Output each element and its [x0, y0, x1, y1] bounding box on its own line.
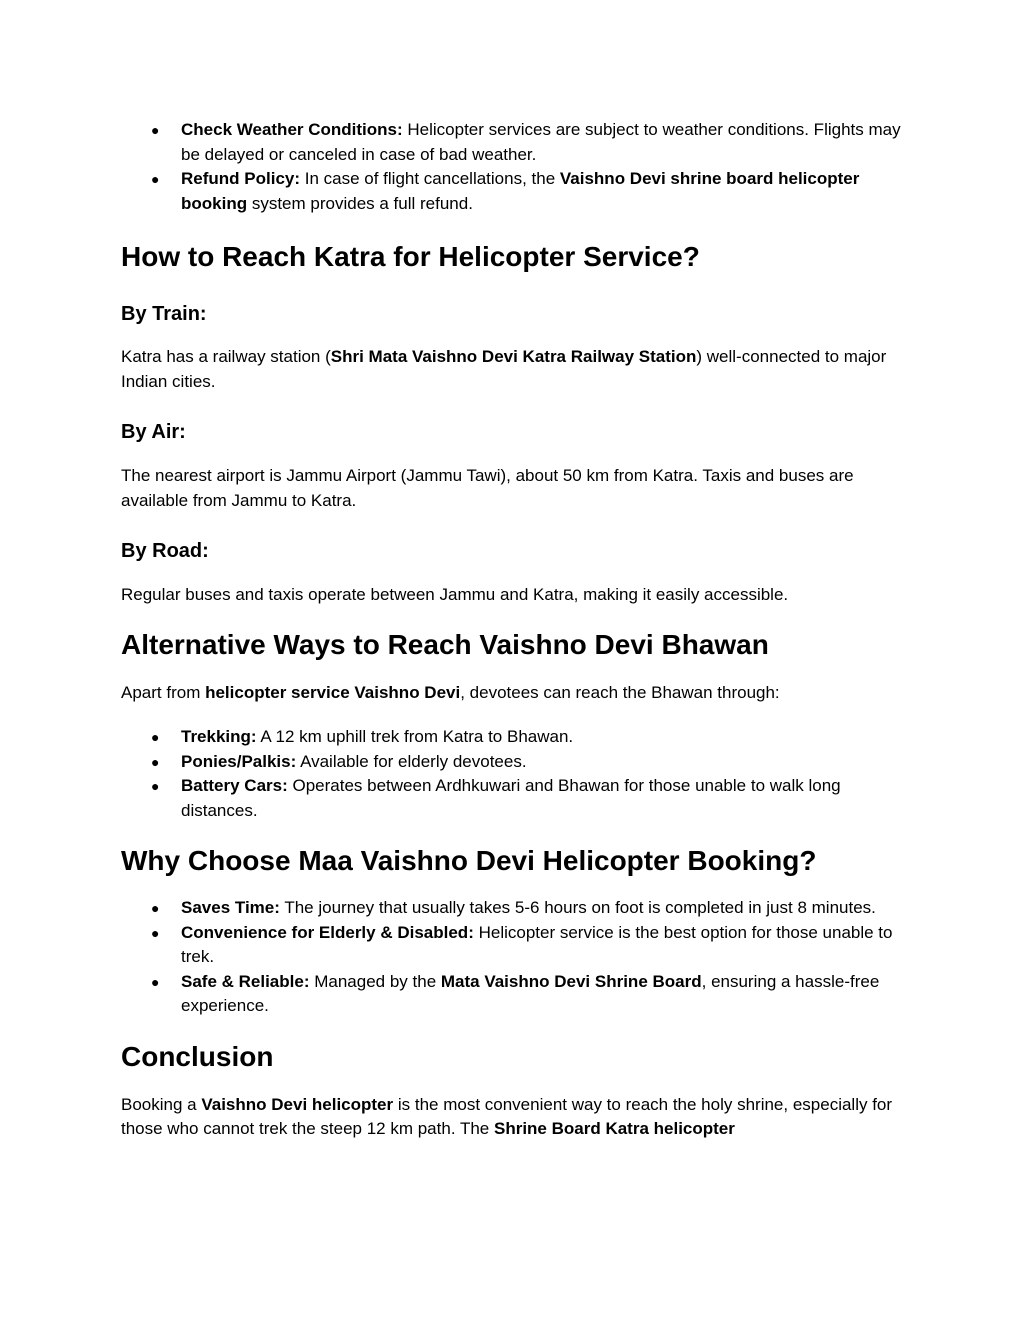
paragraph-text: is the most convenient way to reach the holy shrine, especially for those who cannot trek the steep 12 km path. The — [121, 1094, 893, 1138]
paragraph-emphasis: helicopter service Vaishno Devi — [205, 682, 461, 702]
section-heading-alternative: Alternative Ways to Reach Vaishno Devi Bhawan — [121, 628, 769, 660]
section-heading-reach: How to Reach Katra for Helicopter Service? — [121, 241, 700, 272]
list-item-term: Battery Cars: — [181, 776, 288, 795]
list-item-term: Saves Time: — [181, 898, 280, 917]
list-item-emphasis: Vaishno Devi shrine board helicopter booking — [181, 169, 860, 213]
list-item-text: system provides a full refund. — [247, 193, 473, 213]
list-item — [121, 774, 911, 823]
list-item-text: In case of flight cancellations, the — [300, 169, 560, 188]
paragraph-text: ) well-connected to major Indian cities. — [121, 347, 887, 391]
paragraph-by-road: Regular buses and taxis operate between Jammu and Katra, making it easily accessible. — [121, 585, 789, 604]
list-item-text: Helicopter service is the best option for those unable to trek. — [181, 922, 893, 966]
bullet-icon: ● — [151, 171, 160, 187]
list-item-term: Check Weather Conditions: — [181, 120, 403, 139]
paragraph-conclusion — [121, 1093, 911, 1142]
document-page — [121, 118, 911, 1142]
paragraph-emphasis: Vaishno Devi helicopter — [201, 1094, 394, 1114]
list-item-text: Available for elderly devotees. — [296, 751, 527, 771]
paragraph-text: Booking a — [121, 1094, 202, 1114]
list-item-emphasis: Mata Vaishno Devi Shrine Board — [440, 971, 702, 991]
list-item — [121, 167, 911, 216]
list-item-term: Convenience for Elderly & Disabled: — [181, 922, 474, 942]
bullet-icon: ● — [151, 122, 160, 138]
list-item-text: , ensuring a hassle-free experience. — [181, 971, 880, 1015]
why-choose-list — [121, 896, 911, 1019]
section-heading-conclusion: Conclusion — [121, 1040, 274, 1072]
paragraph-text: Katra has a railway station ( — [121, 347, 331, 366]
list-item — [121, 750, 911, 775]
paragraph-alternative-intro — [121, 681, 911, 706]
bullet-icon: ● — [151, 924, 160, 941]
section-heading-why: Why Choose Maa Vaishno Devi Helicopter Booking? — [121, 845, 817, 876]
list-item-text: The journey that usually takes 5-6 hours on foot is completed in just 8 minutes. — [279, 898, 876, 917]
list-item — [121, 896, 911, 921]
bullet-icon: ● — [151, 900, 160, 916]
weather-refund-list — [121, 118, 911, 216]
paragraph-by-air: The nearest airport is Jammu Airport (Jammu Tawi), about 50 km from Katra. Taxis and buses are available from Jammu to Katra. — [121, 466, 854, 510]
bullet-icon: ● — [151, 778, 160, 794]
list-item-term: Trekking: — [181, 727, 257, 746]
alternative-ways-list — [121, 725, 911, 823]
list-item-term: Safe & Reliable: — [181, 971, 310, 991]
paragraph-emphasis: Shri Mata Vaishno Devi Katra Railway Station — [330, 347, 697, 366]
paragraph-text: , devotees can reach the Bhawan through: — [460, 682, 780, 702]
list-item — [121, 921, 911, 970]
paragraph-by-train — [121, 345, 911, 394]
list-item — [121, 725, 911, 750]
bullet-icon: ● — [151, 973, 160, 990]
paragraph-emphasis: Shrine Board Katra helicopter — [493, 1119, 735, 1138]
list-item-term: Refund Policy: — [181, 169, 301, 188]
list-item-term: Ponies/Palkis: — [181, 751, 297, 771]
paragraph-text: Apart from — [121, 682, 206, 702]
bullet-icon: ● — [151, 729, 160, 745]
list-item — [121, 970, 911, 1019]
list-item-text: Operates between Ardhkuwari and Bhawan for those unable to walk long distances. — [181, 776, 841, 820]
list-item-text: Helicopter services are subject to weather conditions. Flights may be delayed or canceled in case of bad weather. — [181, 120, 901, 164]
subheading-by-air: By Air: — [121, 421, 186, 443]
subheading-by-train: By Train: — [121, 303, 207, 325]
bullet-icon: ● — [151, 753, 160, 770]
list-item-text: A 12 km uphill trek from Katra to Bhawan. — [256, 727, 574, 746]
list-item-text: Managed by the — [309, 971, 441, 991]
subheading-by-road: By Road: — [121, 540, 209, 562]
list-item — [121, 118, 911, 167]
